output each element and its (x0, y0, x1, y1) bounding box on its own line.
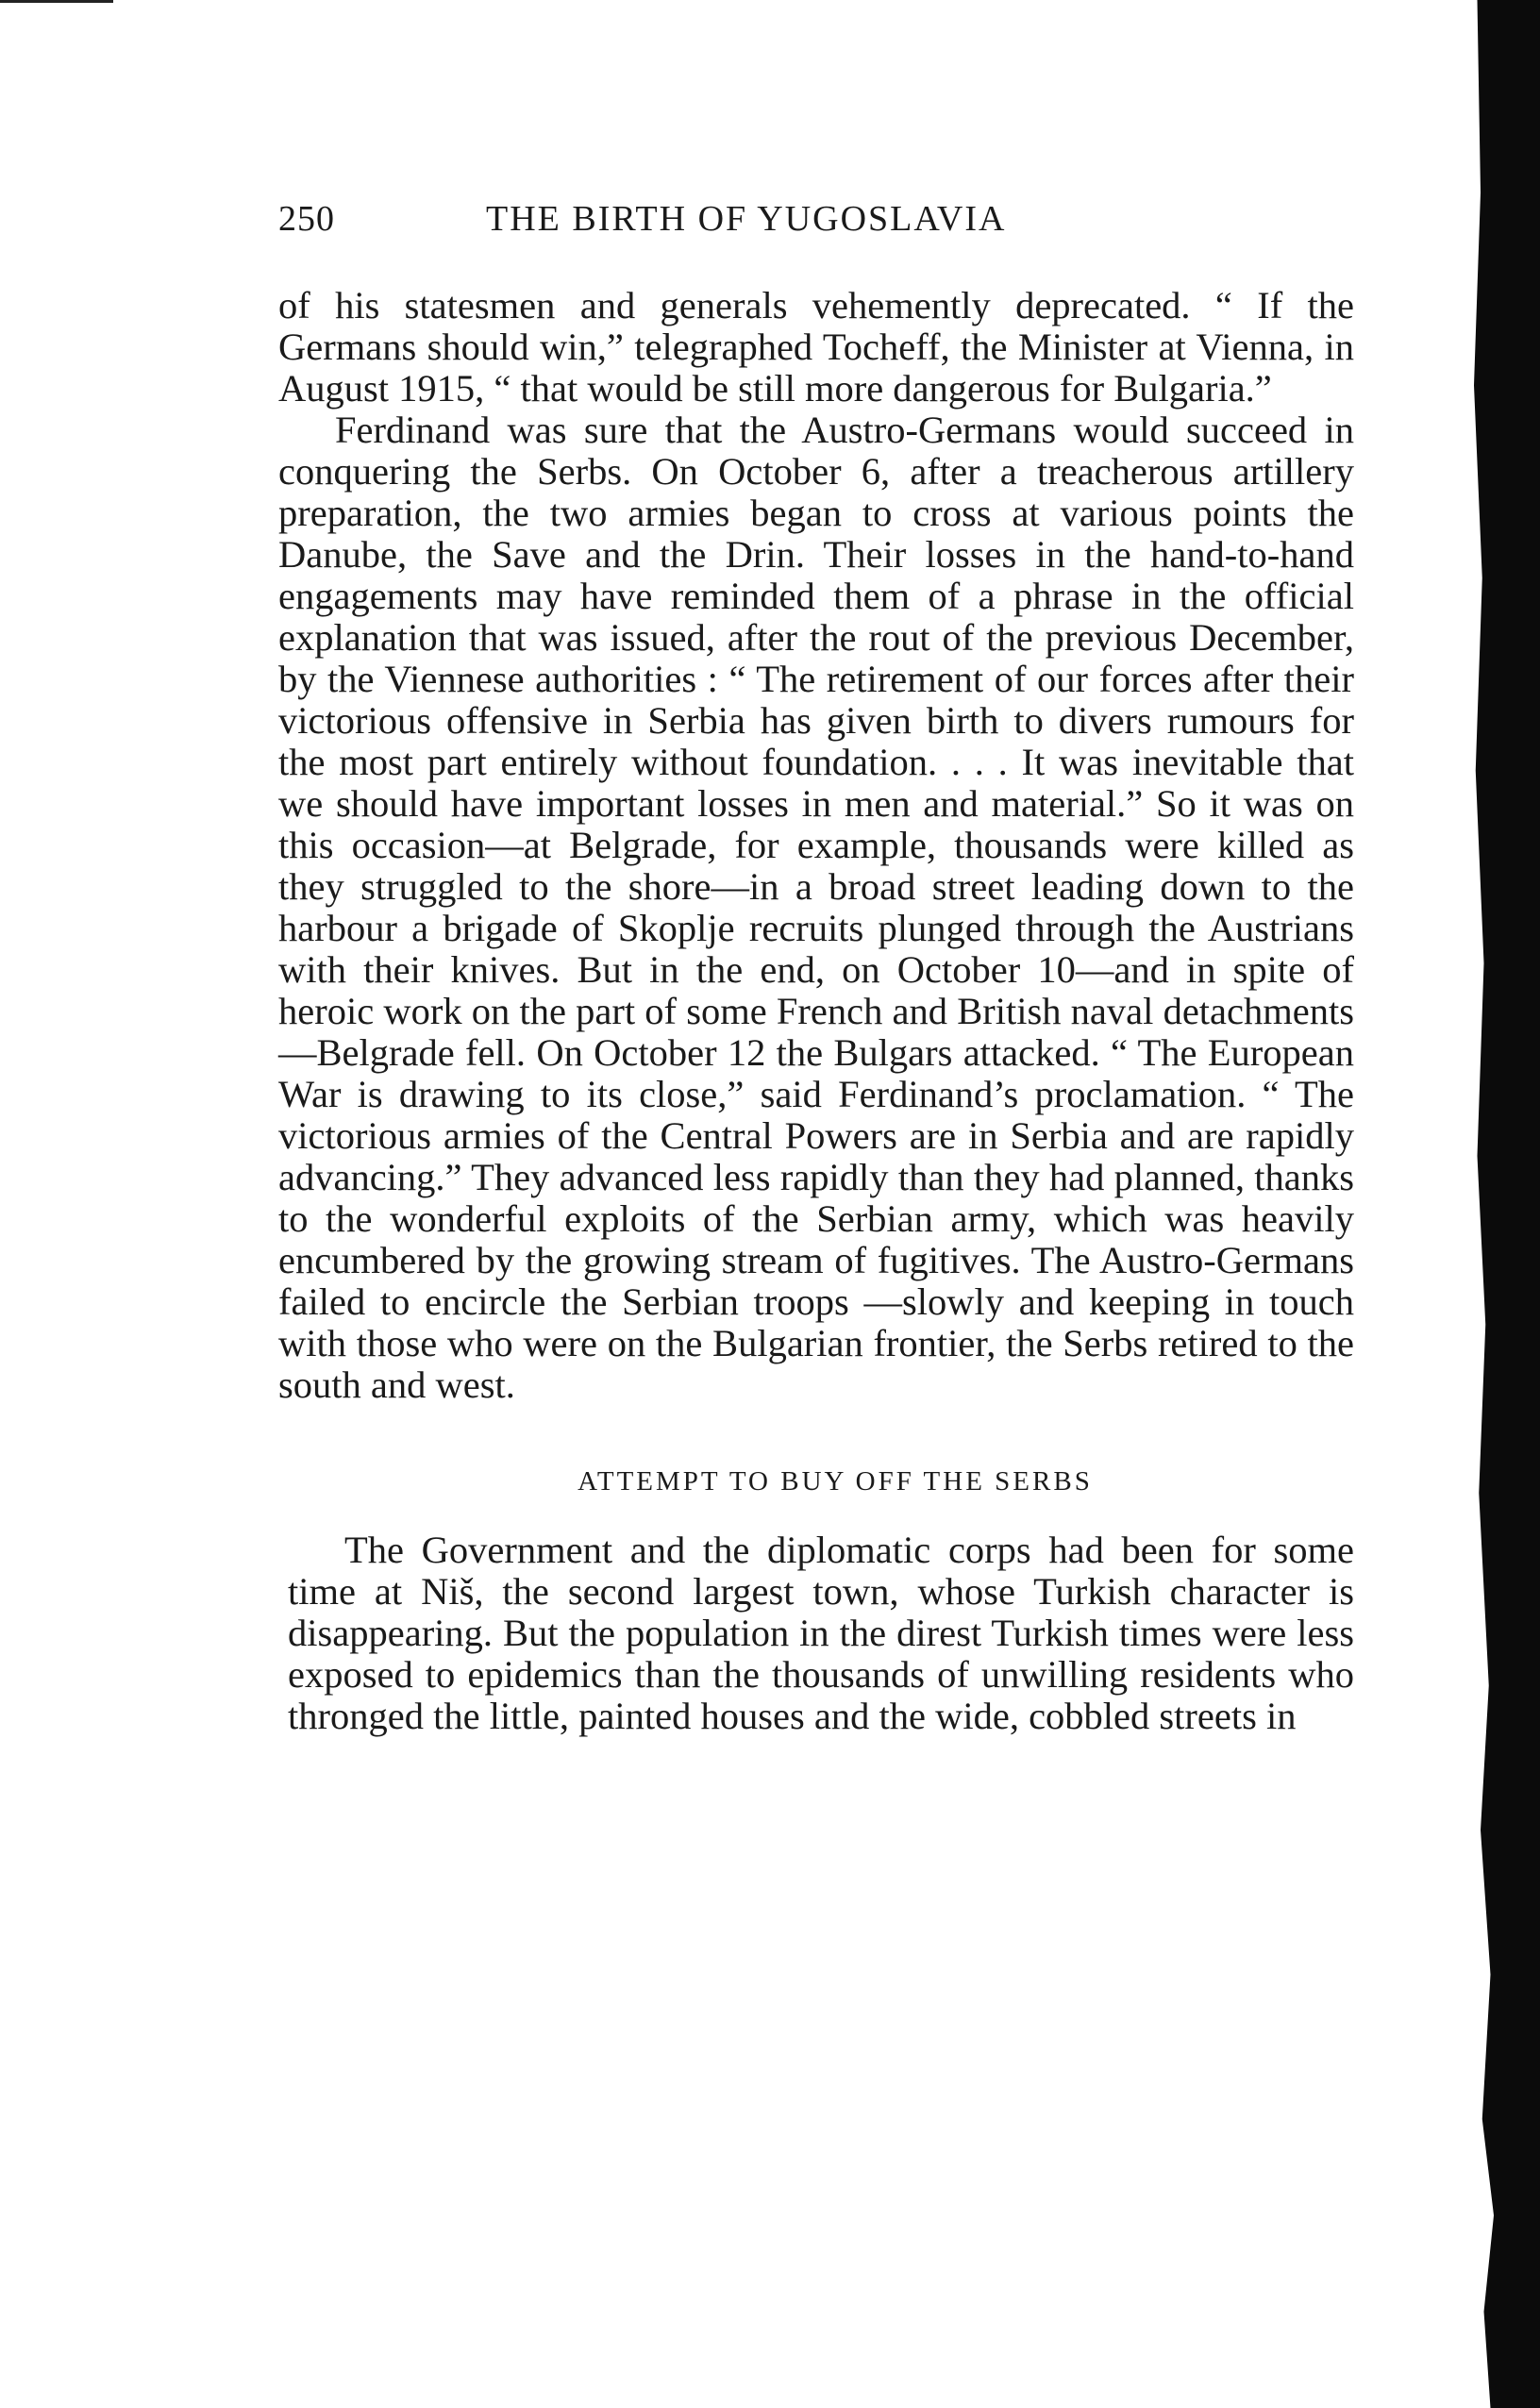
scan-binding-shadow (1375, 0, 1540, 2408)
running-head (278, 198, 1354, 255)
paragraph: Ferdinand was sure that the Austro-Germans would succeed in conquering the Serbs. On October 6, after a treacherous artillery preparation, the two armies began to cross at various points the Danube, the Save and the Drin. Their losses in the hand-to-hand engagements may have reminded them of a phrase in the official explanation that was issued, after the rout of the previous December, by the Viennese authorities : “ The retirement of our forces after their victorious offensive in Serbia has given birth to divers rumours for the most part entirely without foundation. . . . It was inevitable that we should have important losses in men and material.” So it was on this occasion—at Belgrade, for example, thousands were killed as they struggled to the shore—in a broad street leading down to the harbour a brigade of Skoplje recruits plunged through the Austrians with their knives. But in the end, on October 10—and in spite of heroic work on the part of some French and British naval detachments—Belgrade fell. On October 12 the Bulgars attacked. “ The European War is drawing to its close,” said Ferdinand’s proclamation. “ The victorious armies of the Central Powers are in Serbia and are rapidly advancing.” They advanced less rapidly than they had planned, thanks to the wonderful exploits of the Serbian army, which was heavily encumbered by the growing stream of fugitives. The Austro-Germans failed to encircle the Serbian troops —slowly and keeping in touch with those who were on the Bulgarian frontier, the Serbs retired to the south and west. (278, 409, 1354, 1406)
body-text (278, 285, 1354, 1406)
scan-top-rule (0, 0, 1415, 3)
book-page (278, 198, 1354, 1737)
paragraph-continuation: of his statesmen and generals vehemently deprecated. “ If the Germans should win,” telegraphed Tocheff, the Minister at Vienna, in August 1915, “ that would be still more dangerous for Bulgaria.” (278, 284, 1354, 410)
section-heading: ATTEMPT TO BUY OFF THE SERBS (578, 1466, 1093, 1497)
book-title: THE BIRTH OF YUGOSLAVIA (486, 199, 1007, 239)
page-number: 250 (278, 199, 335, 239)
section-body (278, 1530, 1354, 1737)
section-paragraph: The Government and the diplomatic corps had been for some time at Niš, the second largest town, whose Turkish character is disappearing. But the population in the direst Turkish times were less exposed to epidemics than the thousands of unwilling residents who thronged the little, painted houses and the wide, cobbled streets in (288, 1529, 1354, 1737)
